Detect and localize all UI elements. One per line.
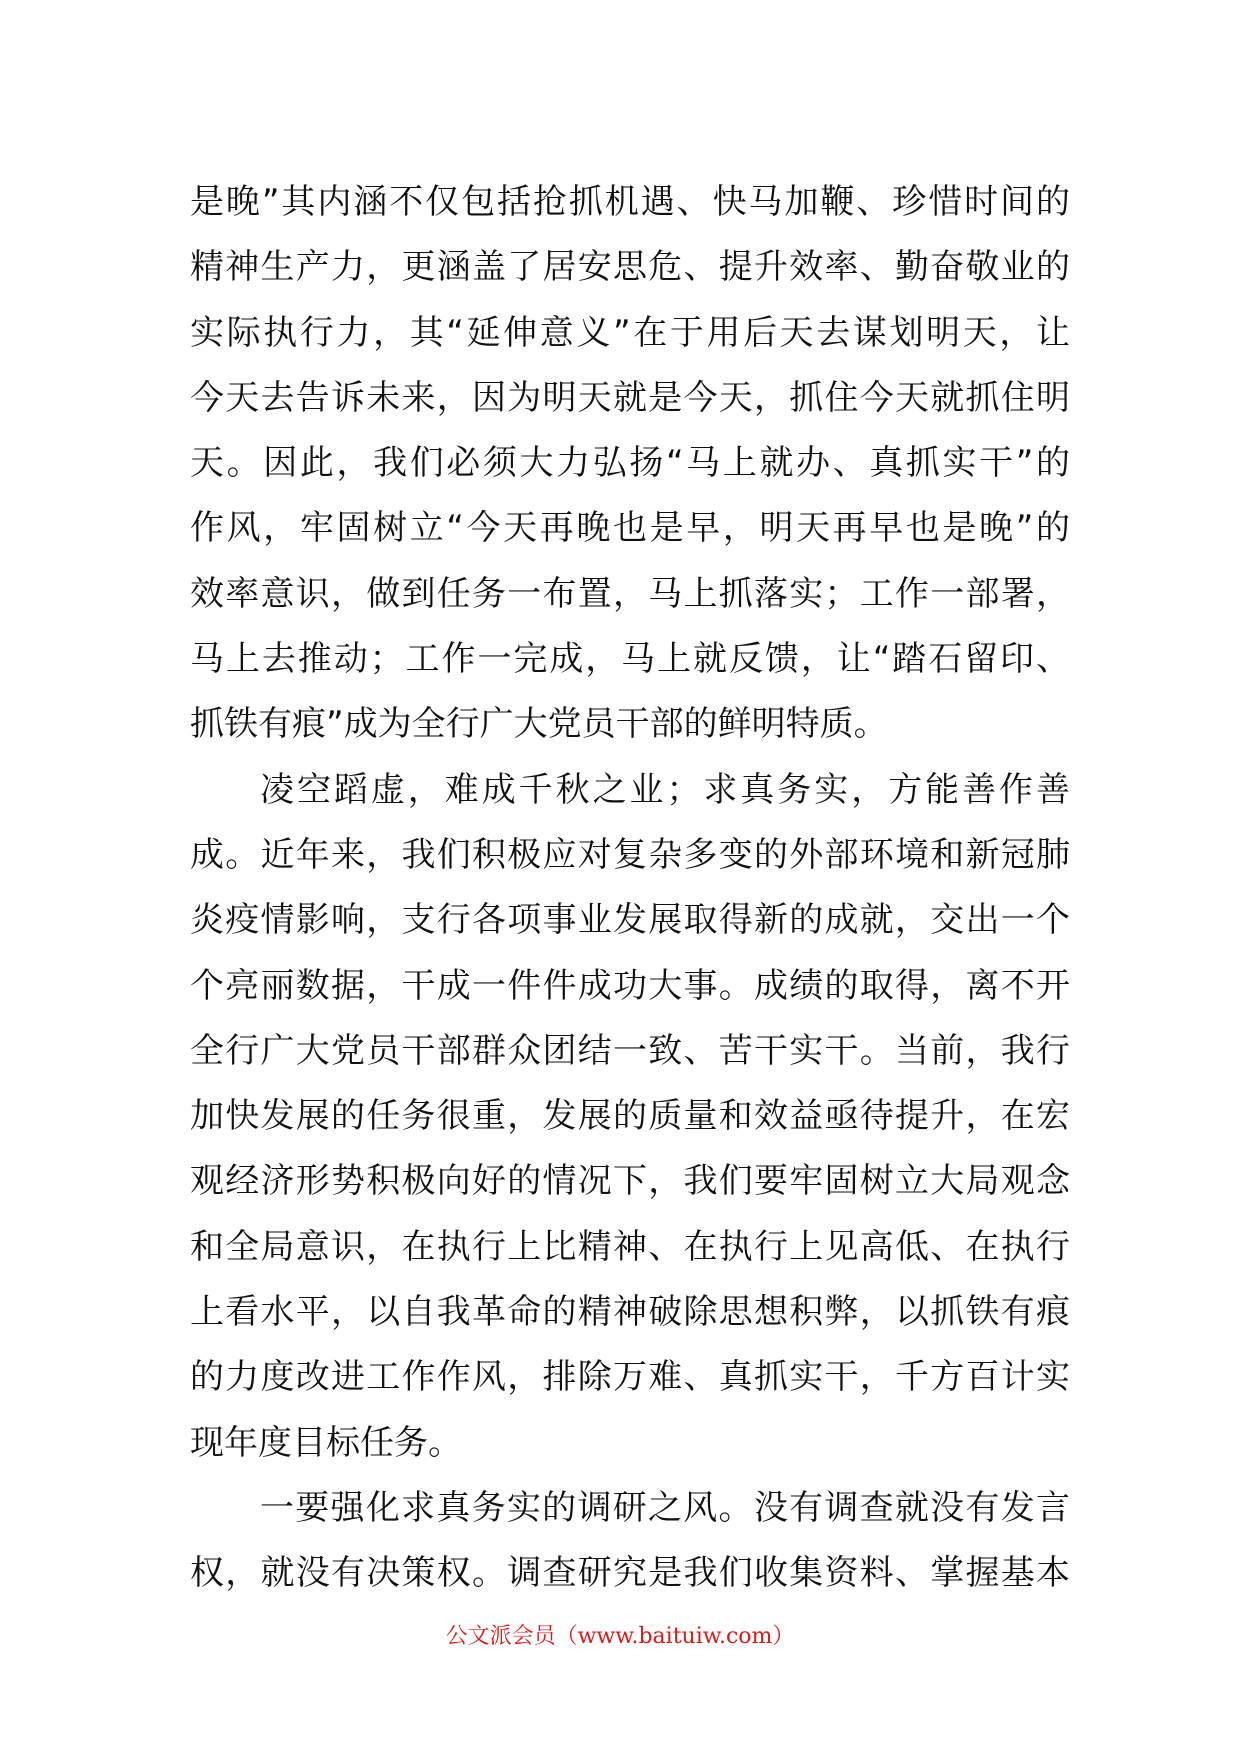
text-line: 作风，牢固树立“今天再晚也是早，明天再早也是晚”的 — [190, 508, 1070, 549]
text-line: 今天去告诉未来，因为明天就是今天，抓住今天就抓住明 — [190, 377, 1070, 418]
text-line: 加快发展的任务很重，发展的质量和效益亟待提升，在宏 — [190, 1096, 1070, 1137]
text-line: 上看水平，以自我革命的精神破除思想积弊，以抓铁有痕 — [190, 1292, 1070, 1333]
text-line: 抓铁有痕”成为全行广大党员干部的鲜明特质。 — [190, 704, 888, 745]
text-line: 实际执行力，其“延伸意义”在于用后天去谋划明天，让 — [190, 312, 1070, 353]
text-line: 和全局意识，在执行上比精神、在执行上见高低、在执行 — [190, 1226, 1070, 1267]
text-line: 马上去推动；工作一完成，马上就反馈，让“踏石留印、 — [190, 639, 1070, 680]
text-line: 天。因此，我们必须大力弘扬“马上就办、真抓实干”的 — [190, 443, 1070, 484]
footer-watermark-text: 公文派会员（www.baituiw.com） — [445, 1624, 795, 1649]
paragraph-first-line: 一要强化求真务实的调研之风。没有调查就没有发言 — [260, 1487, 1070, 1528]
text-line: 是晚”其内涵不仅包括抢抓机遇、快马加鞭、珍惜时间的 — [190, 182, 1070, 222]
text-line: 现年度目标任务。 — [190, 1422, 462, 1463]
text-line: 炎疫情影响，支行各项事业发展取得新的成就，交出一个 — [190, 900, 1070, 941]
text-line: 全行广大党员干部群众团结一致、苦干实干。当前，我行 — [190, 1030, 1070, 1071]
text-line: 精神生产力，更涵盖了居安思危、提升效率、勤奋敬业的 — [190, 247, 1070, 288]
text-line: 权，就没有决策权。调查研究是我们收集资料、掌握基本 — [190, 1553, 1070, 1594]
text-line: 的力度改进工作作风，排除万难、真抓实干，千方百计实 — [190, 1357, 1070, 1398]
text-line: 成。近年来，我们积极应对复杂多变的外部环境和新冠肺 — [190, 834, 1070, 875]
paragraph-first-line: 凌空蹈虚，难成千秋之业；求真务实，方能善作善 — [260, 769, 1070, 810]
text-line: 效率意识，做到任务一布置，马上抓落实；工作一部署， — [190, 573, 1070, 614]
text-line: 个亮丽数据，干成一件件成功大事。成绩的取得，离不开 — [190, 965, 1070, 1006]
text-line: 观经济形势积极向好的情况下，我们要牢固树立大局观念 — [190, 1161, 1070, 1202]
body-text — [190, 170, 1070, 1607]
